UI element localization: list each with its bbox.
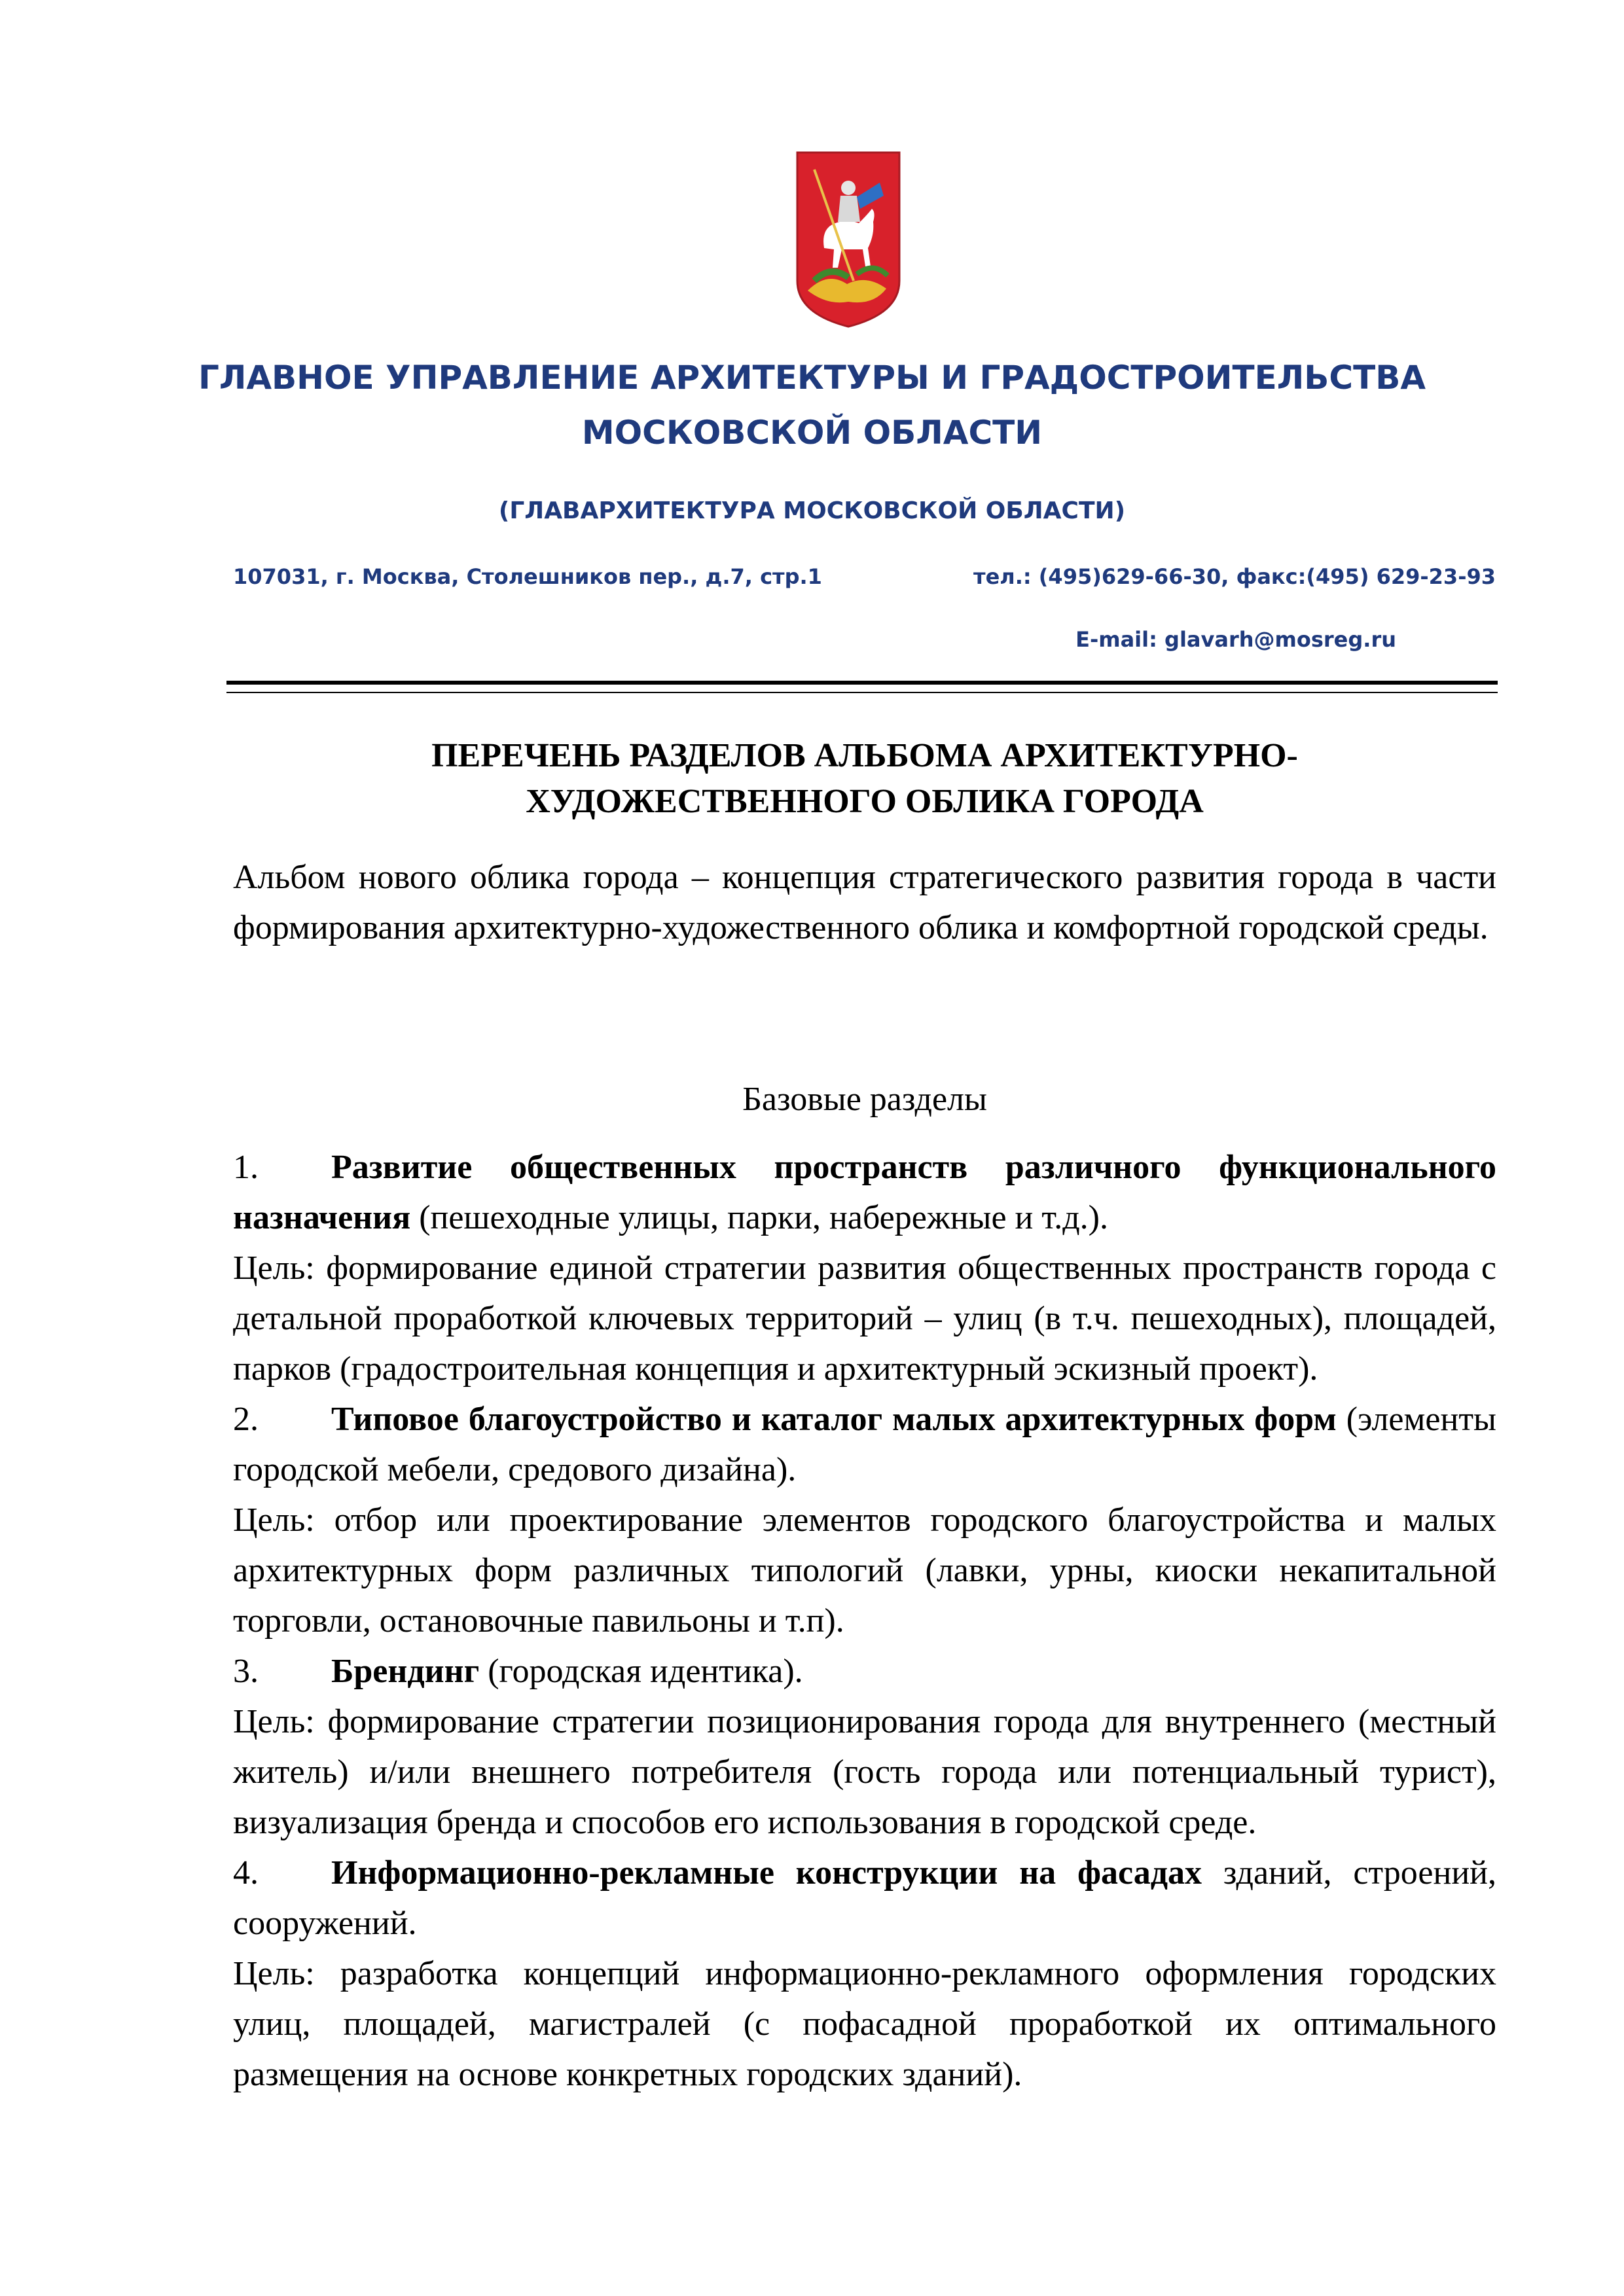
org-short-name: (ГЛАВАРХИТЕКТУРА МОСКОВСКОЙ ОБЛАСТИ) xyxy=(498,497,1126,524)
sections-list xyxy=(233,1142,1496,2100)
section-number: 4. xyxy=(233,1854,259,1892)
org-name-line1: ГЛАВНОЕ УПРАВЛЕНИЕ АРХИТЕКТУРЫ И ГРАДОСТРОИТЕЛЬСТВА xyxy=(198,359,1426,397)
section-heading-bold: Развитие общественных пространств различного функционального назначения xyxy=(233,1149,1496,1236)
section-heading xyxy=(233,1142,1496,1243)
section-note: (элементы городской мебели, средового дизайна). xyxy=(233,1401,1496,1488)
section-heading xyxy=(233,1646,1496,1696)
section-heading xyxy=(233,1848,1496,1948)
document-title xyxy=(233,733,1496,825)
section-number: 2. xyxy=(233,1401,259,1438)
org-name-line2: МОСКОВСКОЙ ОБЛАСТИ xyxy=(581,414,1043,452)
section-goal: Цель: формирование единой стратегии развития общественных пространств города с детальной проработкой ключевых территорий – улиц (в т.ч. пешеходных), площадей, парков (градостроительная концепция и архитектурный эскизный проект). xyxy=(233,1249,1496,1388)
org-phone: тел.: (495)629-66-30, факс:(495) 629-23-93 xyxy=(973,564,1496,589)
moscow-oblast-coat-of-arms-icon xyxy=(795,150,902,329)
section-heading-bold: Типовое благоустройство и каталог малых архитектурных форм xyxy=(331,1401,1337,1438)
header-divider-thick xyxy=(226,681,1498,685)
section-note: (городская идентика). xyxy=(479,1653,803,1690)
org-address: 107031, г. Москва, Столешников пер., д.7, стр.1 xyxy=(233,564,822,589)
document-title-line1: ПЕРЕЧЕНЬ РАЗДЕЛОВ АЛЬБОМА АРХИТЕКТУРНО- xyxy=(431,737,1298,774)
section-number: 1. xyxy=(233,1149,259,1186)
document-title-line2: ХУДОЖЕСТВЕННОГО ОБЛИКА ГОРОДА xyxy=(526,783,1204,820)
intro-paragraph: Альбом нового облика города – концепция стратегического развития города в части формирования архитектурно-художественного облика и комфортной городской среды. xyxy=(233,859,1496,946)
section-number: 3. xyxy=(233,1653,259,1690)
base-sections-title: Базовые разделы xyxy=(742,1081,987,1118)
section-heading-bold: Информационно-рекламные конструкции на фасадах xyxy=(331,1854,1202,1892)
org-email: E-mail: glavarh@mosreg.ru xyxy=(1075,627,1396,652)
section-goal: Цель: формирование стратегии позиционирования города для внутреннего (местный житель) и/или внешнего потребителя (гость города или потенциальный турист), визуализация бренда и способов его использования в городской среде. xyxy=(233,1703,1496,1841)
section-heading-bold: Брендинг xyxy=(331,1653,480,1690)
section-heading xyxy=(233,1394,1496,1495)
header-divider-thin xyxy=(226,692,1498,693)
section-goal: Цель: отбор или проектирование элементов городского благоустройства и малых архитектурных форм различных типологий (лавки, урны, киоски некапитальной торговли, остановочные павильоны и т.п). xyxy=(233,1501,1496,1640)
section-note: (пешеходные улицы, парки, набережные и т.д.). xyxy=(410,1199,1108,1236)
section-goal: Цель: разработка концепций информационно-рекламного оформления городских улиц, площадей, магистралей (с пофасадной проработкой их оптимального размещения на основе конкретных городских зданий). xyxy=(233,1955,1496,2093)
section-note: зданий, строений, сооружений. xyxy=(233,1854,1496,1942)
